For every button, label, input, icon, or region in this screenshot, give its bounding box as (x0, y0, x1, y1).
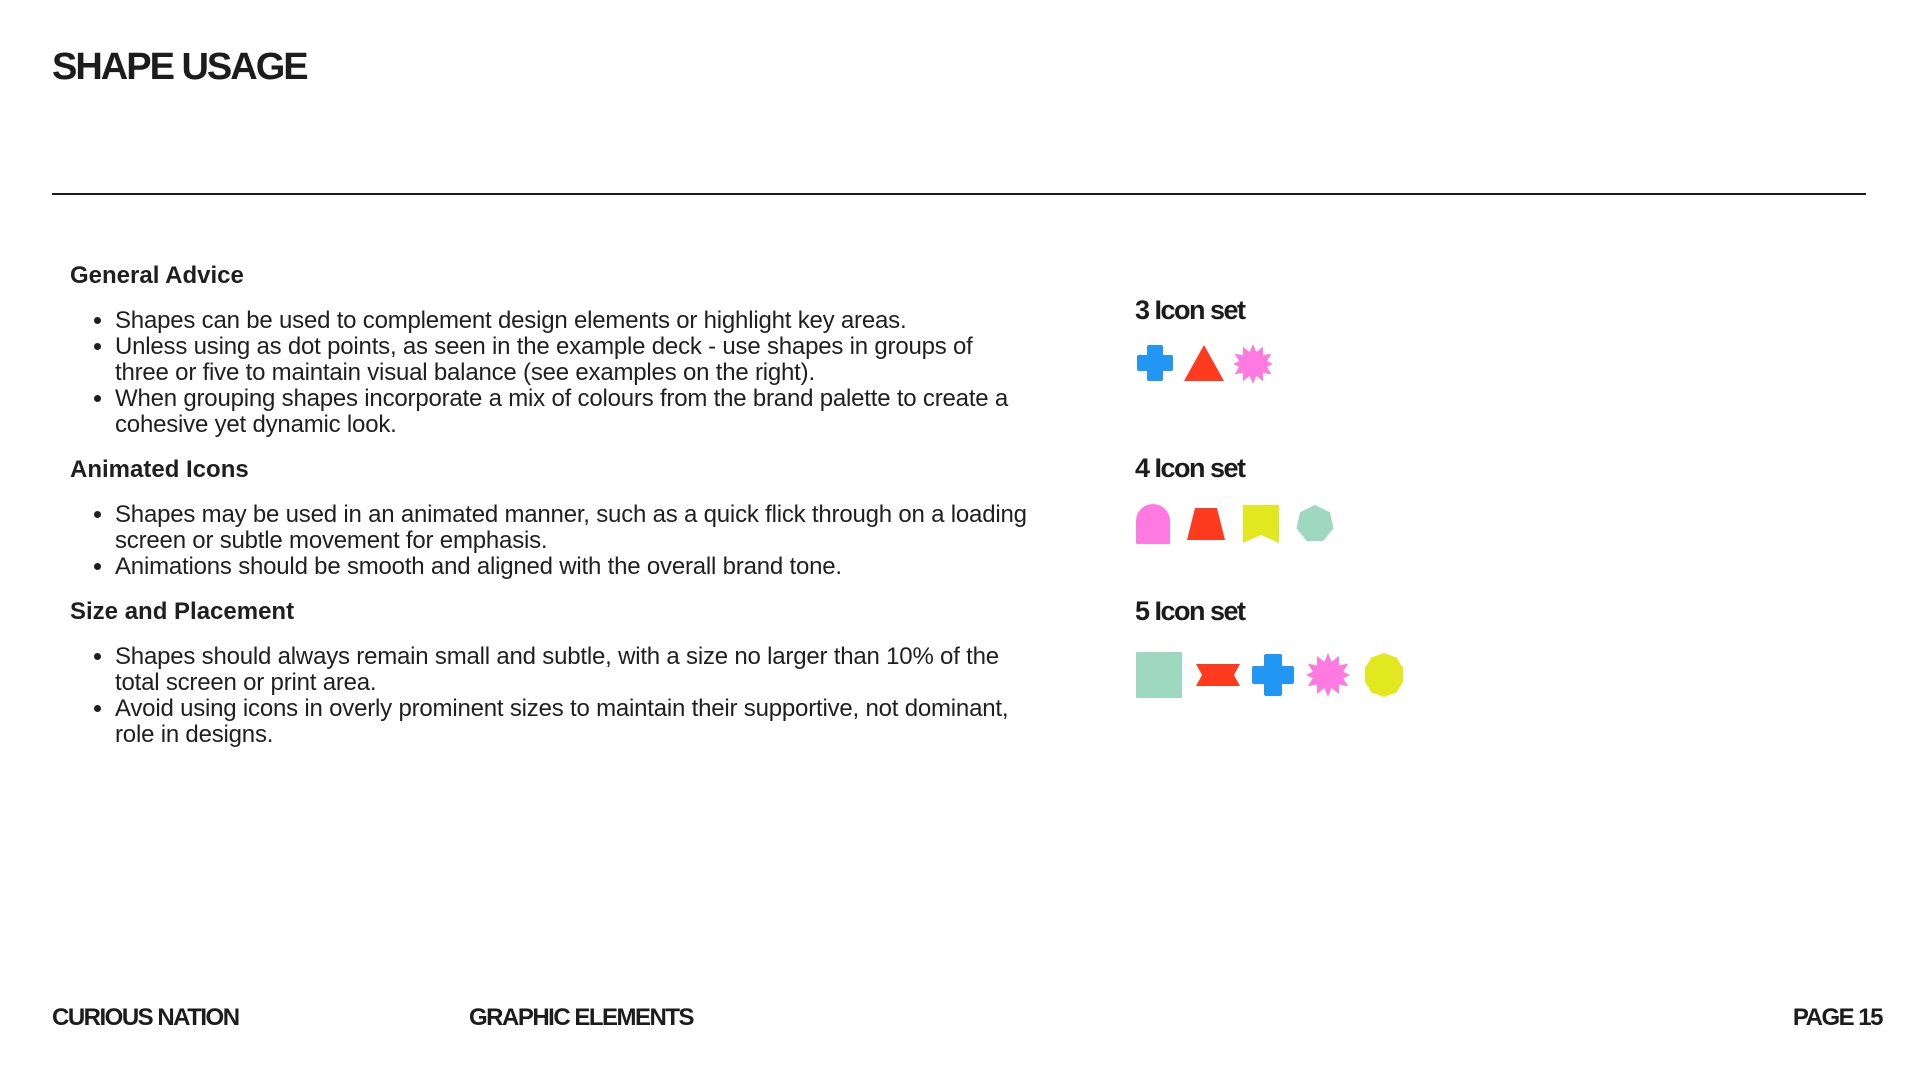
section-general-advice (70, 262, 1030, 438)
list-item: • Shapes should always remain small and subtle, with a size no larger than 10% of the total screen or print area. (115, 644, 1030, 696)
bowtie-banner-icon (1195, 663, 1241, 687)
guidelines-content (70, 262, 1030, 766)
bullet-list (70, 644, 1030, 748)
triangle-icon (1182, 343, 1226, 383)
trapezoid-icon (1185, 506, 1227, 542)
starburst-icon (1232, 343, 1274, 385)
icon-set-title-5: 5 Icon set (1135, 596, 1245, 626)
bullet-list (70, 502, 1030, 580)
section-heading: Animated Icons (70, 456, 249, 483)
footer-brand: CURIOUS NATION (52, 1004, 239, 1031)
list-item: • Shapes may be used in an animated manner, such as a quick flick through on a loading screen or subtle movement for emphasis. (115, 502, 1030, 554)
list-item: • Shapes can be used to complement design elements or highlight key areas. (115, 308, 1030, 334)
section-animated-icons (70, 456, 1030, 580)
octagon-icon (1361, 652, 1407, 698)
cross-icon (1135, 343, 1175, 383)
icon-set-title-4: 4 Icon set (1135, 453, 1245, 483)
section-size-and-placement (70, 598, 1030, 748)
header-divider (52, 193, 1866, 195)
heptagon-icon (1294, 503, 1336, 545)
section-heading: Size and Placement (70, 598, 295, 625)
list-item: • When grouping shapes incorporate a mix of colours from the brand palette to create a cohesive yet dynamic look. (115, 386, 1030, 438)
square-icon (1135, 651, 1183, 699)
footer-section: GRAPHIC ELEMENTS (469, 1004, 694, 1031)
list-item: • Animations should be smooth and aligned with the overall brand tone. (115, 554, 1030, 580)
footer-page-number: PAGE 15 (1792, 1004, 1882, 1031)
banner-icon (1241, 503, 1281, 545)
starburst-icon (1305, 652, 1351, 698)
arch-icon (1135, 503, 1171, 545)
list-item: • Avoid using icons in overly prominent sizes to maintain their supportive, not dominant, role in designs. (115, 696, 1030, 748)
cross-icon (1250, 652, 1296, 698)
list-item: • Unless using as dot points, as seen in the example deck - use shapes in groups of three or five to maintain visual balance (see examples on the right). (115, 334, 1030, 386)
section-heading: General Advice (70, 262, 244, 289)
page-title: SHAPE USAGE (52, 46, 307, 88)
bullet-list (70, 308, 1030, 438)
icon-set-title-3: 3 Icon set (1135, 295, 1245, 325)
